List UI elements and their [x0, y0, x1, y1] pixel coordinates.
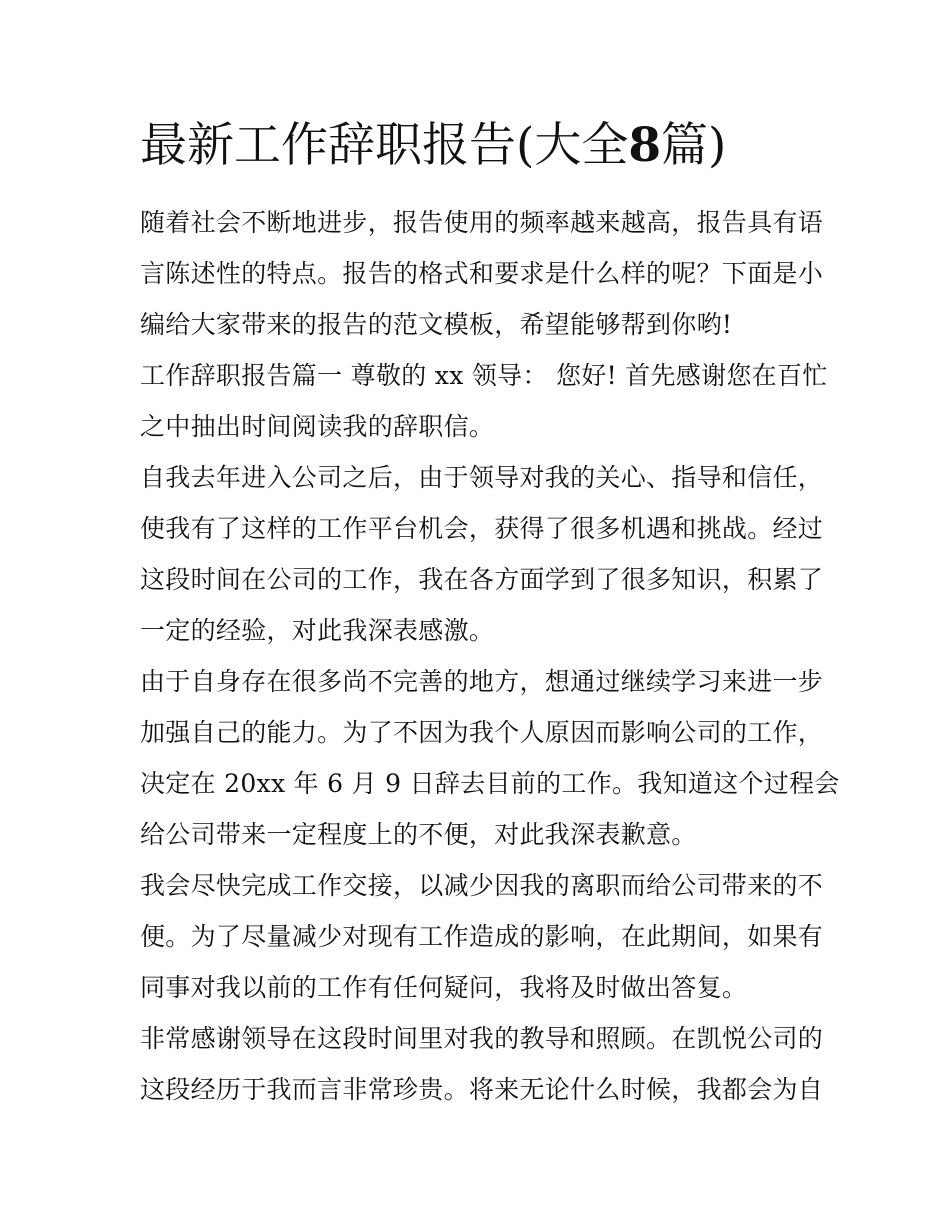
text-line: 这段经历于我而言非常珍贵。将来无论什么时候，我都会为自 [140, 1075, 824, 1104]
title-text: 最新工作辞职报告(大全 [140, 118, 629, 173]
text-line: 由于自身存在很多尚不完善的地方，想通过继续学习来进一步 [140, 667, 824, 696]
text-line: 便。为了尽量减少对现有工作造成的影响，在此期间，如果有 [140, 922, 824, 951]
text-line: 随着社会不断地进步，报告使用的频率越来越高，报告具有语 [140, 208, 824, 237]
text-line: 言陈述性的特点。报告的格式和要求是什么样的呢？下面是小 [140, 259, 824, 288]
text-line: 编给大家带来的报告的范文模板，希望能够帮到你哟! [140, 310, 733, 339]
text-line: 非常感谢领导在这段时间里对我的教导和照顾。在凯悦公司的 [140, 1024, 824, 1053]
text-line: 一定的经验，对此我深表感激。 [140, 616, 495, 645]
text-line: 决定在 20xx 年 6 月 9 日辞去目前的工作。我知道这个过程会 [140, 769, 840, 798]
text-line: 加强自己的能力。为了不因为我个人原因而影响公司的工作， [140, 718, 824, 747]
text-line: 给公司带来一定程度上的不便，对此我深表歉意。 [140, 820, 697, 849]
document-body [140, 197, 840, 1115]
text-line: 使我有了这样的工作平台机会，获得了很多机遇和挑战。经过 [140, 514, 824, 543]
document-title [140, 116, 726, 176]
text-line: 同事对我以前的工作有任何疑问，我将及时做出答复。 [140, 973, 748, 1002]
text-line: 自我去年进入公司之后，由于领导对我的关心、指导和信任， [140, 463, 824, 492]
text-line: 这段时间在公司的工作，我在各方面学到了很多知识，积累了 [140, 565, 824, 594]
title-text-end: 篇) [661, 118, 727, 173]
text-line: 之中抽出时间阅读我的辞职信。 [140, 412, 495, 441]
title-number: 8 [628, 118, 662, 173]
text-line: 工作辞职报告篇一 尊敬的 xx 领导： 您好! 首先感谢您在百忙 [140, 361, 828, 390]
text-line: 我会尽快完成工作交接，以减少因我的离职而给公司带来的不 [140, 871, 824, 900]
